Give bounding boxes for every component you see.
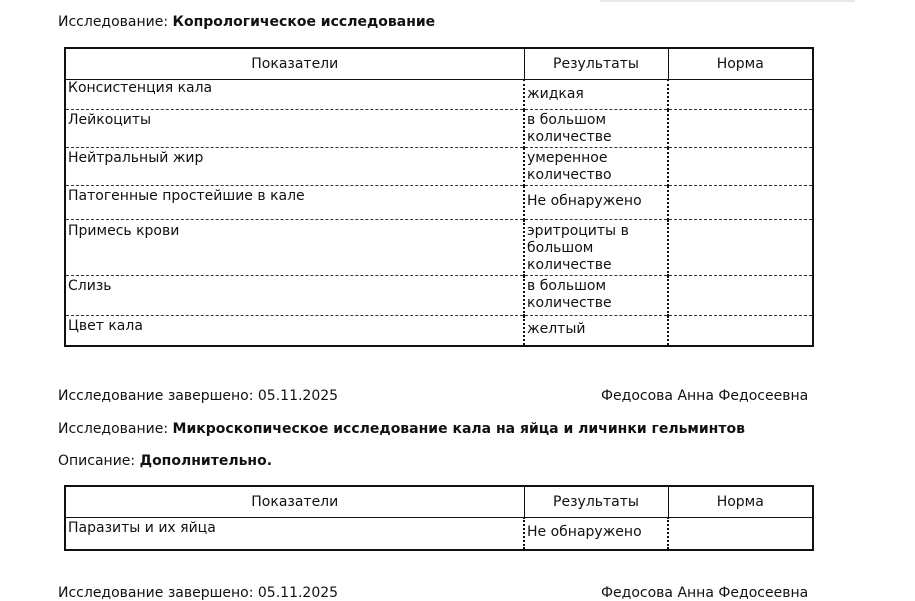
column-header-indicators: Показатели [65,48,524,80]
indicator-result: эритроциты в большом количестве [524,220,668,276]
indicator-norm [668,316,813,346]
table-row [65,148,813,186]
column-header-results: Результаты [524,486,668,518]
indicator-name: Примесь крови [65,220,524,276]
table-row [65,518,813,550]
table-header-row [65,486,813,518]
indicator-norm [668,186,813,220]
completed-line-1: Исследование завершено: 05.11.2025 [58,388,339,404]
study-label: Исследование: [58,421,169,437]
indicator-result: Не обнаружено [524,186,668,220]
description-value: Дополнительно. [139,453,273,469]
indicator-result: жидкая [524,80,668,110]
table-row [65,186,813,220]
table-row [65,220,813,276]
indicator-name: Патогенные простейшие в кале [65,186,524,220]
column-header-indicators: Показатели [65,486,524,518]
description-label: Описание: [58,453,136,469]
indicator-norm [668,80,813,110]
table-row [65,110,813,148]
indicator-name: Консистенция кала [65,80,524,110]
column-header-norm: Норма [668,486,813,518]
indicator-norm [668,518,813,550]
indicator-name: Цвет кала [68,318,143,334]
top-divider [600,0,855,2]
completed-line-2: Исследование завершено: 05.11.2025 [58,585,339,601]
column-header-results: Результаты [524,48,668,80]
table-row [65,80,813,110]
indicator-norm [668,276,813,316]
indicator-norm [668,110,813,148]
indicator-result: желтый [524,316,668,346]
results-table-2 [64,485,814,551]
indicator-result: умеренное количество [524,148,668,186]
study-label: Исследование: [58,14,169,30]
doctor-name-1: Федосова Анна Федосеевна [601,388,809,404]
indicator-norm [668,148,813,186]
indicator-result: Не обнаружено [524,518,668,550]
doctor-name-2: Федосова Анна Федосеевна [601,585,809,601]
study-name: Микроскопическое исследование кала на яйца и личинки гельминтов [172,421,745,437]
study-title-2 [58,421,745,437]
indicator-name: Слизь [65,276,524,316]
indicator-result: в большом количестве [524,276,668,316]
indicator-name: Паразиты и их яйца [68,520,216,536]
description-line [58,453,272,469]
study-name: Копрологическое исследование [172,14,436,30]
table-header-row [65,48,813,80]
indicator-name: Лейкоциты [65,110,524,148]
indicator-result: в большом количестве [524,110,668,148]
study-title-1 [58,14,435,30]
table-row [65,316,813,346]
indicator-norm [668,220,813,276]
results-table-1 [64,47,814,347]
table-row [65,276,813,316]
column-header-norm: Норма [668,48,813,80]
indicator-name: Нейтральный жир [65,148,524,186]
